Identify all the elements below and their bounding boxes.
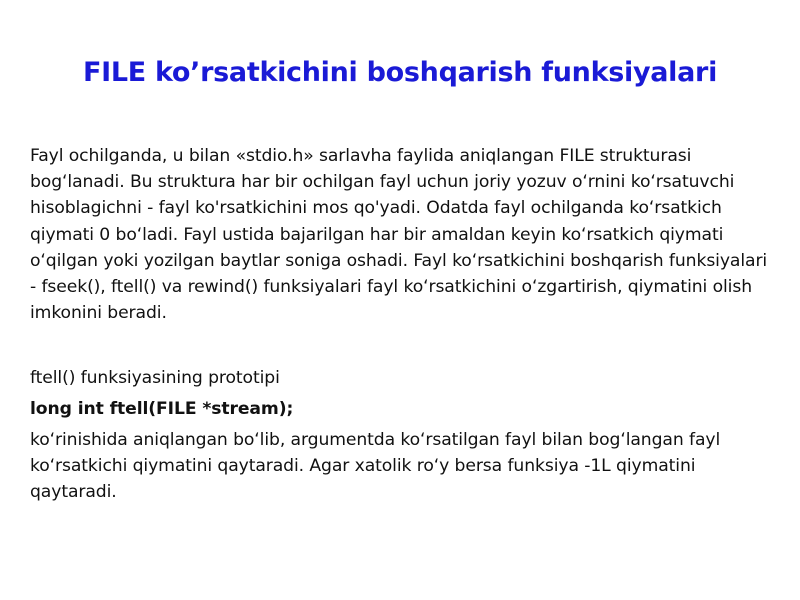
ftell-heading-text: ftell() funksiyasining prototipi xyxy=(30,368,280,388)
ftell-prototype: long int ftell(FILE *stream); xyxy=(30,399,294,419)
intro-paragraph: Fayl ochilganda, u bilan «stdio.h» sarlavha faylida aniqlangan FILE strukturasi bogʻlanadi. Bu struktura har bir ochilgan fayl uchun joriy yozuv oʻrnini koʻrsatuvchi hisoblagichni - fayl ko'rsatkichini mos qo'yadi. Odatda fayl ochilganda koʻrsatkich qiymati 0 boʻladi. Fayl ustida bajarilgan har bir amaldan keyin koʻrsatkich qiymati oʻqilgan yoki yozilgan baytlar soniga oshadi. Fayl koʻrsatkichini boshqarish funksiyalari - fseek(), ftell() va rewind() funksiyalari fayl koʻrsatkichini oʻzgartirish, qiymatini olish imkonini beradi. xyxy=(30,146,768,324)
slide-title: FILE ko’rsatkichini boshqarish funksiyalari xyxy=(82,57,718,88)
ftell-description-paragraph: koʻrinishida aniqlangan boʻlib, argumentda koʻrsatilgan fayl bilan bogʻlangan fayl koʻrsatkichi qiymatini qaytaradi. Agar xatolik roʻy bersa funksiya -1L qiymatini qaytaradi. xyxy=(30,430,721,503)
